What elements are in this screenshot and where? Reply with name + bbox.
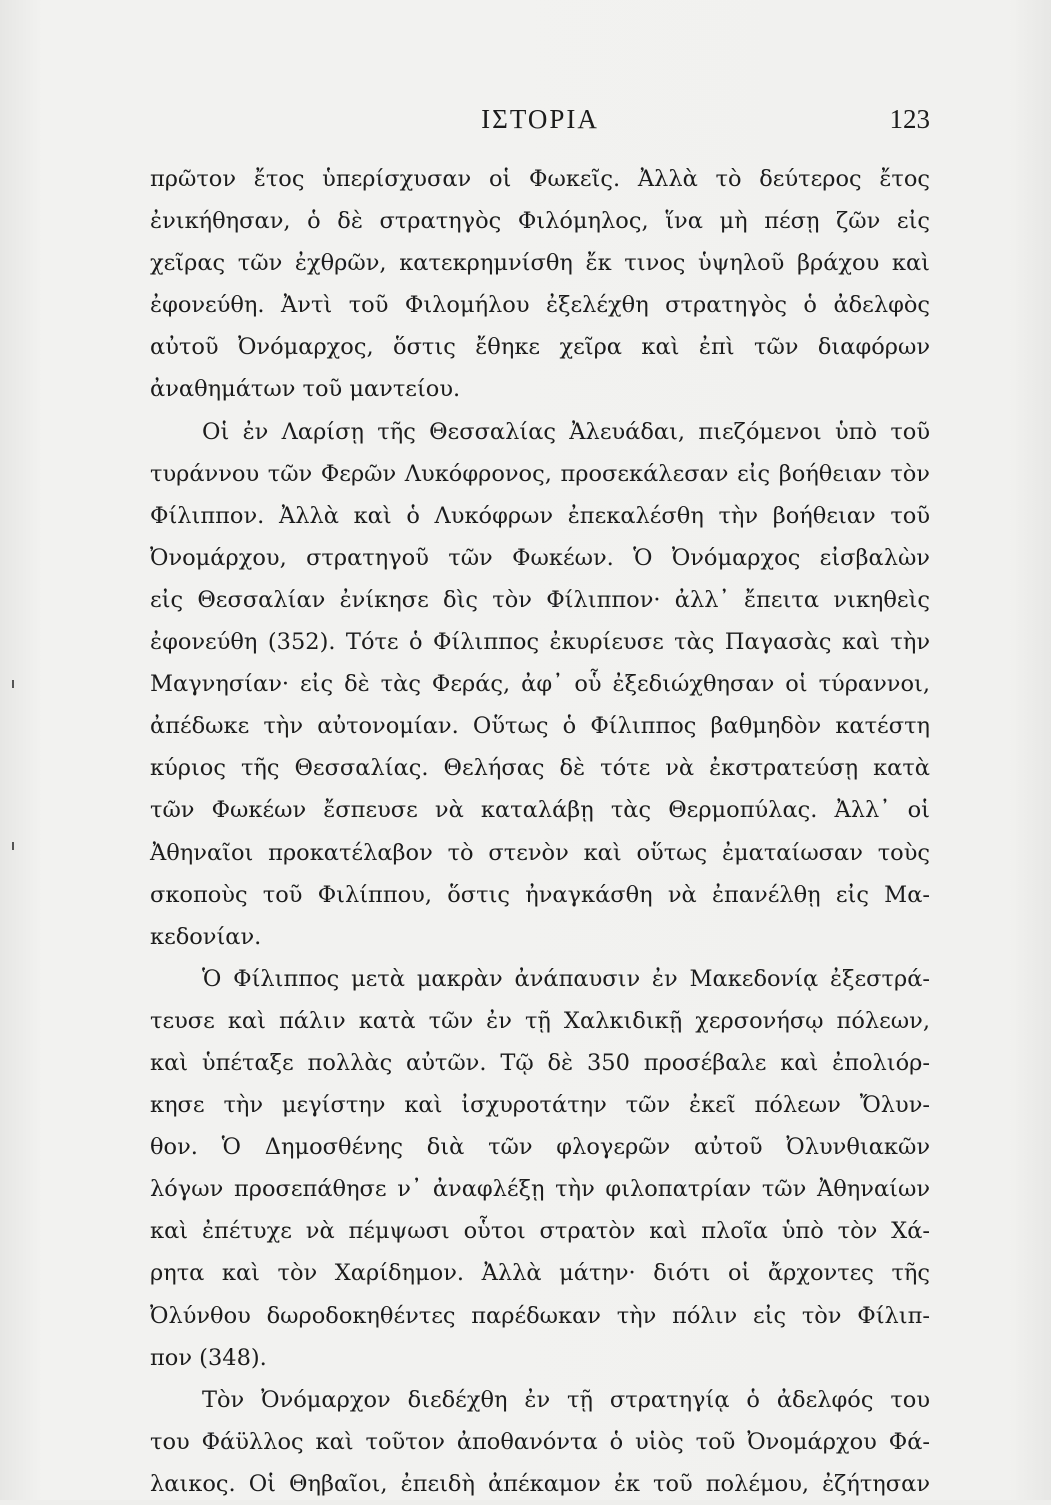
text-line: ἀπέδωκε τὴν αὐτονομίαν. Οὕτως ὁ Φίλιππος βαθμηδὸν κατέστη <box>150 713 930 740</box>
text-line: χεῖρας τῶν ἐχθρῶν, κατεκρημνίσθη ἔκ τινος ὑψηλοῦ βράχου καὶ <box>150 250 930 277</box>
margin-mark <box>12 842 14 850</box>
text-line: εἰς Θεσσαλίαν ἐνίκησε δὶς τὸν Φίλιππον· ἀλλ᾽ ἔπειτα νικηθεὶς <box>150 586 930 613</box>
text-line: Ἀθηναῖοι προκατέλαβον τὸ στενὸν καὶ οὕτως ἐματαίωσαν τοὺς <box>150 839 930 866</box>
text-line: ἀναθημάτων τοῦ μαντείου. <box>150 376 461 403</box>
text-line: Ὀλύνθου δωροδοκηθέντες παρέδωκαν τὴν πόλιν εἰς τὸν Φίλιπ- <box>150 1302 930 1329</box>
text-line: καὶ ἐπέτυχε νὰ πέμψωσι οὗτοι στρατὸν καὶ πλοῖα ὑπὸ τὸν Χά- <box>150 1218 930 1245</box>
margin-mark <box>12 680 14 688</box>
text-line: ἐφονεύθη (352). Τότε ὁ Φίλιππος ἐκυρίευσε τὰς Παγασὰς καὶ τὴν <box>150 629 930 656</box>
text-line: πον (348). <box>150 1344 267 1371</box>
text-line: ρητα καὶ τὸν Χαρίδημον. Ἀλλὰ μάτην· διότι οἱ ἄρχοντες τῆς <box>150 1260 930 1287</box>
paragraph-start: Οἱ ἐν Λαρίσῃ τῆς Θεσσαλίας Ἀλευάδαι, πιεζόμενοι ὑπὸ τοῦ <box>202 418 930 445</box>
text-line: κύριος τῆς Θεσσαλίας. Θελήσας δὲ τότε νὰ ἐκστρατεύσῃ κατὰ <box>150 755 930 782</box>
paragraph-start: Τὸν Ὀνόμαρχον διεδέχθη ἐν τῇ στρατηγίᾳ ὁ ἀδελφός του <box>202 1386 930 1413</box>
text-line: πρῶτον ἔτος ὑπερίσχυσαν οἱ Φωκεῖς. Ἀλλὰ τὸ δεύτερος ἔτος <box>150 166 930 192</box>
text-line: κησε τὴν μεγίστην καὶ ἰσχυροτάτην τῶν ἐκεῖ πόλεων Ὄλυν- <box>150 1092 930 1119</box>
text-line: Φίλιππον. Ἀλλὰ καὶ ὁ Λυκόφρων ἐπεκαλέσθη τὴν βοήθειαν τοῦ <box>150 502 930 529</box>
text-line: Ὀνομάρχου, στρατηγοῦ τῶν Φωκέων. Ὁ Ὀνόμαρχος εἰσβαλὼν <box>150 544 930 571</box>
text-line: θον. Ὁ Δημοσθένης διὰ τῶν φλογερῶν αὐτοῦ Ὀλυνθιακῶν <box>150 1134 930 1161</box>
text-line: αὐτοῦ Ὀνόμαρχος, ὅστις ἔθηκε χεῖρα καὶ ἐπὶ τῶν διαφόρων <box>150 334 930 361</box>
text-line: τυράννου τῶν Φερῶν Λυκόφρονος, προσεκάλεσαν εἰς βοήθειαν τὸν <box>150 460 930 487</box>
running-title: ΙΣΤΟΡΙΑ <box>481 104 599 134</box>
text-line: σκοποὺς τοῦ Φιλίππου, ὅστις ἠναγκάσθη νὰ ἐπανέλθῃ εἰς Μα- <box>150 881 930 908</box>
running-header <box>150 104 930 140</box>
text-line: Μαγνησίαν· εἰς δὲ τὰς Φεράς, ἀφ᾽ οὗ ἐξεδιώχθησαν οἱ τύραννοι, <box>150 671 930 698</box>
text-line: ἐνικήθησαν, ὁ δὲ στρατηγὸς Φιλόμηλος, ἵνα μὴ πέσῃ ζῶν εἰς <box>150 208 930 235</box>
page-number: 123 <box>889 104 930 134</box>
text-line: ἐφονεύθη. Ἀντὶ τοῦ Φιλομήλου ἐξελέχθη στρατηγὸς ὁ ἀδελφὸς <box>150 292 930 319</box>
text-line: του Φάϋλλος καὶ τοῦτον ἀποθανόντα ὁ υἱὸς τοῦ Ὀνομάρχου Φά- <box>150 1428 930 1455</box>
text-line: κεδονίαν. <box>150 923 262 950</box>
text-line: λόγων προσεπάθησε ν᾽ ἀναφλέξῃ τὴν φιλοπατρίαν τῶν Ἀθηναίων <box>150 1176 930 1203</box>
paragraph-start: Ὁ Φίλιππος μετὰ μακρὰν ἀνάπαυσιν ἐν Μακεδονίᾳ ἐξεστρά- <box>202 965 930 992</box>
text-line: καὶ ὑπέταξε πολλὰς αὐτῶν. Τῷ δὲ 350 προσέβαλε καὶ ἐπολιόρ- <box>150 1049 930 1076</box>
body-text <box>150 158 930 1505</box>
text-line: τευσε καὶ πάλιν κατὰ τῶν ἐν τῇ Χαλκιδικῇ χερσονήσῳ πόλεων, <box>150 1007 930 1034</box>
text-line: λαικος. Οἱ Θηβαῖοι, ἐπειδὴ ἀπέκαμον ἐκ τοῦ πολέμου, ἐζήτησαν <box>150 1470 930 1497</box>
text-line: τῶν Φωκέων ἔσπευσε νὰ καταλάβῃ τὰς Θερμοπύλας. Ἀλλ᾽ οἱ <box>150 797 930 824</box>
